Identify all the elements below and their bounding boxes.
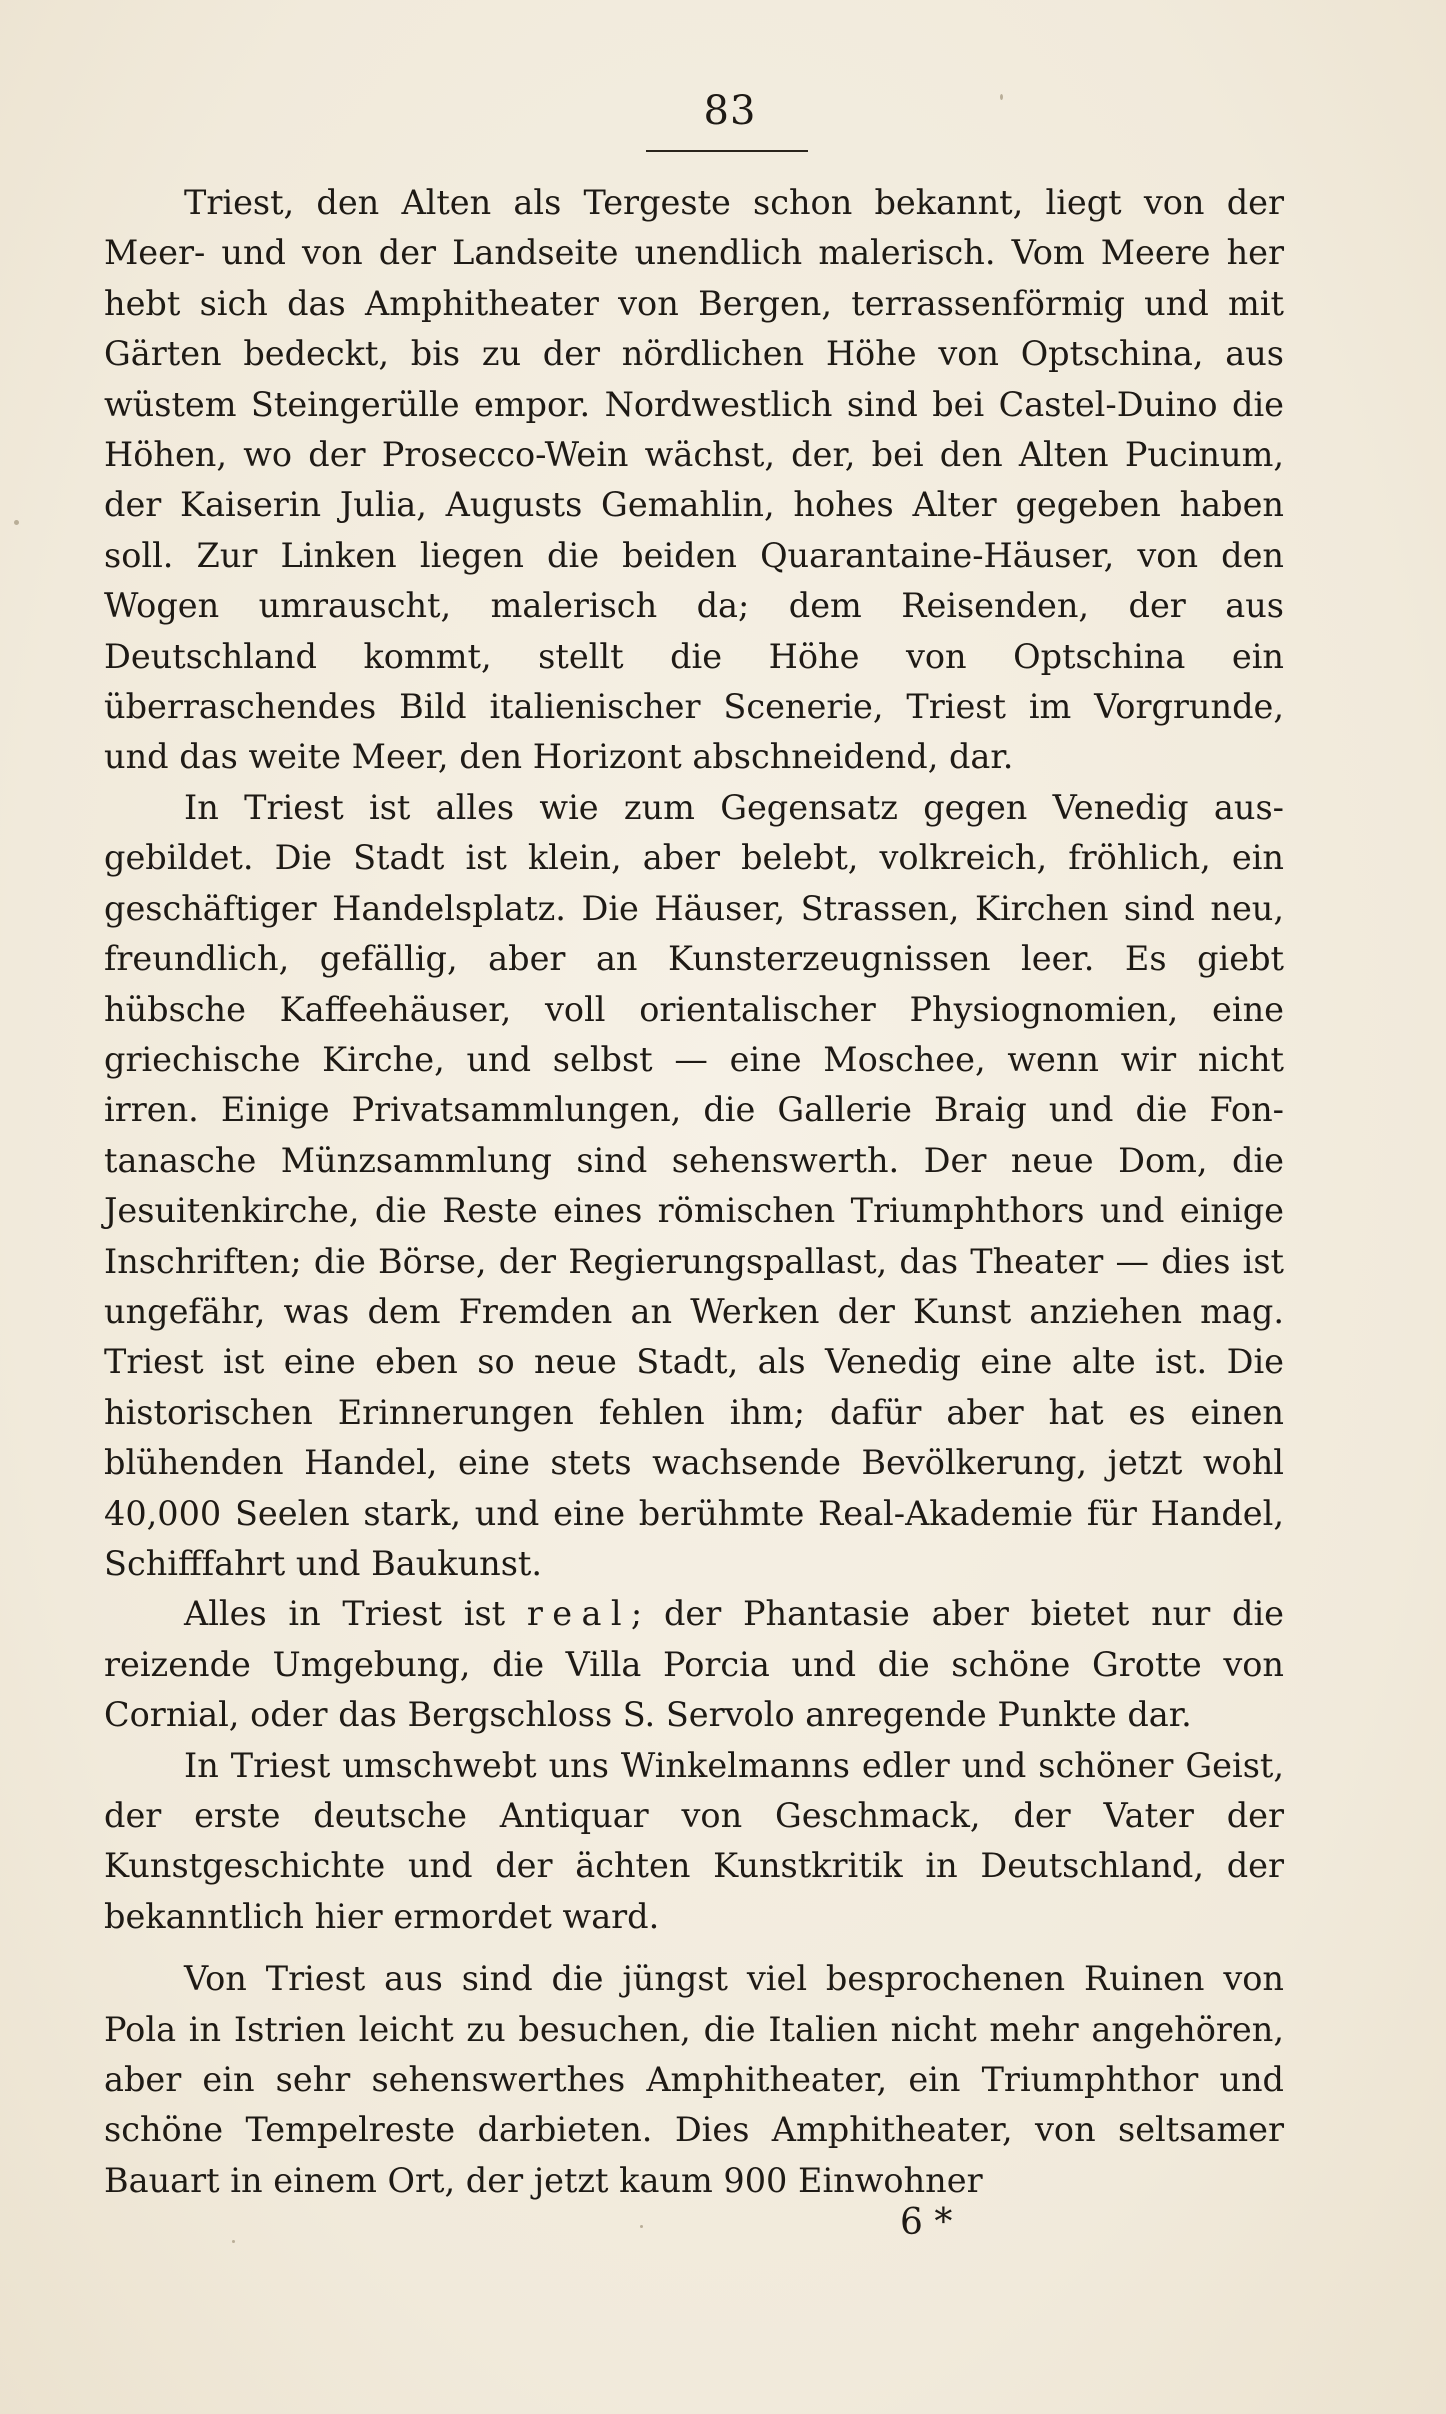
paragraph-5: Von Triest aus sind die jüngst viel besprochenen Ruinen von Pola in Istrien leicht zu besuchen, die Italien nicht mehr angehören, aber ein sehr sehenswerthes Amphitheater, ein Triumphthor und schöne Tempelreste darbieten. Dies Amphitheater, von seltsamer Bauart in einem Ort, der jetzt kaum 900 Einwohner (104, 1959, 1284, 2200)
header-rule (646, 150, 808, 152)
paper-speck (14, 520, 19, 525)
paper-speck (640, 2225, 643, 2228)
paragraph-3-emphasis: real (526, 1594, 631, 1634)
paper-speck (232, 2240, 235, 2243)
paragraph-4: In Triest umschwebt uns Winkelmanns edler und schöner Geist, der erste deutsche Antiquar von Geschmack, der Vater der Kunstgeschichte und der ächten Kunstkritik in Deutschland, der bekanntlich hier ermordet ward. (104, 1745, 1284, 1936)
paper-speck (1000, 94, 1003, 100)
paragraph-1: Triest, den Alten als Tergeste schon bekannt, liegt von der Meer- und von der Landseite unendlich malerisch. Vom Meere her hebt sich das Amphitheater von Bergen, terrassenförmig und mit Gärten bedeckt, bis zu der nördlichen Höhe von Optschina, aus wüstem Steingerülle empor. Nordwestlich sind bei Castel-Duino die Höhen, wo der Prosecco-Wein wächst, der, bei den Alten Pucinum, der Kaiserin Julia, Augusts Gemahlin, hohes Alter gegeben haben soll. Zur Linken liegen die beiden Quarantaine-Häuser, von den Wogen umrauscht, malerisch da; dem Reisenden, der aus Deutschland kommt, stellt die Höhe von Optschina ein überraschendes Bild italienischer Scenerie, Triest im Vorgrunde, und das weite Meer, den Horizont abschneidend, dar. (104, 183, 1284, 777)
paragraph-3 (104, 1589, 1284, 1740)
paragraph-3-end: ; der Phantasie aber bietet nur die reizende Umgebung, die Villa Porcia und die schöne Grotte von Cornial, oder das Bergschloss S. Servolo anregende Punkte dar. (104, 1594, 1284, 1735)
paragraph-2: In Triest ist alles wie zum Gegensatz gegen Venedig ausgebildet. Die Stadt ist klein, aber belebt, volkreich, fröhlich, ein geschäftiger Handelsplatz. Die Häuser, Strassen, Kirchen sind neu, freundlich, gefällig, aber an Kunsterzeugnissen leer. Es giebt hübsche Kaffeehäuser, voll orientalischer Physiognomien, eine griechische Kirche, und selbst — eine Moschee, wenn wir nicht irren. Einige Privatsammlungen, die Gallerie Braig und die Fontanasche Münzsammlung sind sehenswerth. Der neue Dom, die Jesuitenkirche, die Reste eines römischen Triumphthors und einige Inschriften; die Börse, der Regierungspallast, das Theater — dies ist ungefähr, was dem Fremden an Werken der Kunst anziehen mag. Triest ist eine eben so neue Stadt, als Venedig eine alte ist. Die historischen Erinnerungen fehlen ihm; dafür aber hat es einen blühenden Handel, eine stets wachsende Bevölkerung, jetzt wohl 40,000 Seelen stark, und eine berühmte Real-Akademie für Handel, Schifffahrt und Baukunst. (104, 787, 1284, 1583)
page-number: 83 (703, 88, 757, 134)
body-text (104, 178, 1284, 2206)
paragraph-3-start: Alles in Triest ist (184, 1594, 527, 1634)
signature-mark: 6 * (900, 2202, 953, 2243)
